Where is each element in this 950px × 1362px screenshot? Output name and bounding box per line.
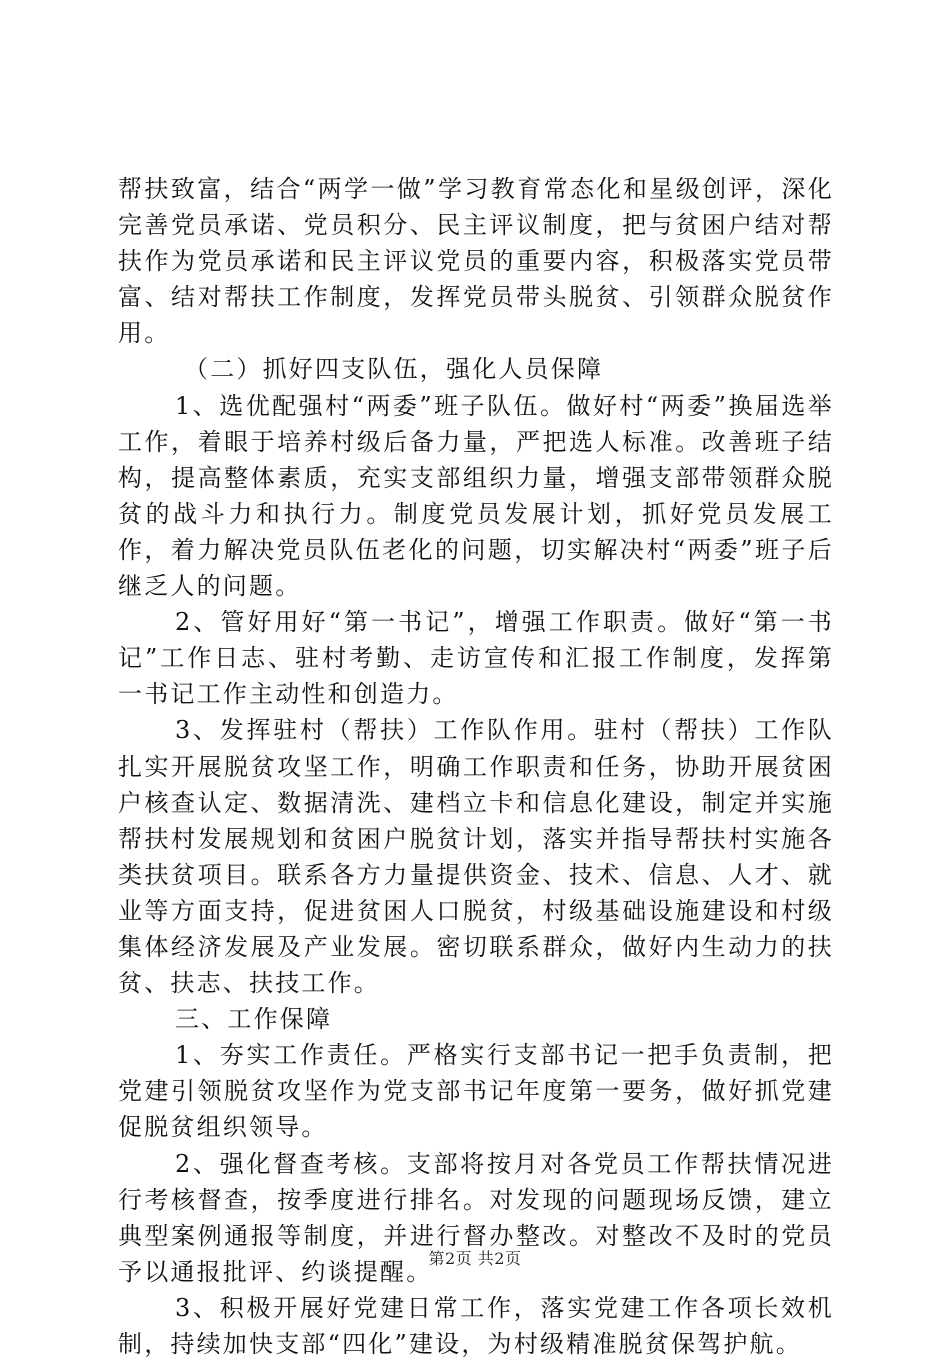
section-heading-four-teams: （二）抓好四支队伍，强化人员保障 [184, 355, 604, 384]
paragraph-supervision: 2、强化督查考核。支部将按月对各党员工作帮扶情况进行考核督查，按季度进行排名。对发现的问题现场反馈，建立典型案例通报等制度，并进行督办整改。对整改不及时的党员予以通报批评、约谈提醒。 [118, 1149, 834, 1286]
paragraph-continuation: 帮扶致富，结合“两学一做”学习教育常态化和星级创评，深化完善党员承诺、党员积分、民主评议制度，把与贫困户结对帮扶作为党员承诺和民主评议党员的重要内容，积极落实党员带富、结对帮扶工作制度，发挥党员带头脱贫、引领群众脱贫作用。 [118, 175, 834, 348]
paragraph-daily-work: 3、积极开展好党建日常工作，落实党建工作各项长效机制，持续加快支部“四化”建设，为村级精准脱贫保驾护航。 [118, 1293, 834, 1358]
paragraph-village-committee: 1、选优配强村“两委”班子队伍。做好村“两委”换届选举工作，着眼于培养村级后备力量，严把选人标准。改善班子结构，提高整体素质，充实支部组织力量，增强支部带领群众脱贫的战斗力和执行力。制度党员发展计划，抓好党员发展工作，着力解决党员队伍老化的问题，切实解决村“两委”班子后继乏人的问题。 [118, 391, 834, 601]
page-footer: 第2页 共2页 [428, 1249, 522, 1268]
paragraph-work-team: 3、发挥驻村（帮扶）工作队作用。驻村（帮扶）工作队扎实开展脱贫攻坚工作，明确工作职责和任务，协助开展贫困户核查认定、数据清洗、建档立卡和信息化建设，制定并实施帮扶村发展规划和贫困户脱贫计划，落实并指导帮扶村实施各类扶贫项目。联系各方力量提供资金、技术、信息、人才、就业等方面支持，促进贫困人口脱贫，村级基础设施建设和村级集体经济发展及产业发展。密切联系群众，做好内生动力的扶贫、扶志、扶技工作。 [118, 716, 834, 998]
paragraph-responsibility: 1、夯实工作责任。严格实行支部书记一把手负责制，把党建引领脱贫攻坚作为党支部书记年度第一要务，做好抓党建促脱贫组织领导。 [118, 1041, 834, 1142]
section-heading-work-guarantee: 三、工作保障 [175, 1005, 333, 1034]
paragraph-first-secretary: 2、管好用好“第一书记”，增强工作职责。做好“第一书记”工作日志、驻村考勤、走访宣传和汇报工作制度，发挥第一书记工作主动性和创造力。 [118, 608, 834, 709]
document-body [118, 171, 834, 1362]
